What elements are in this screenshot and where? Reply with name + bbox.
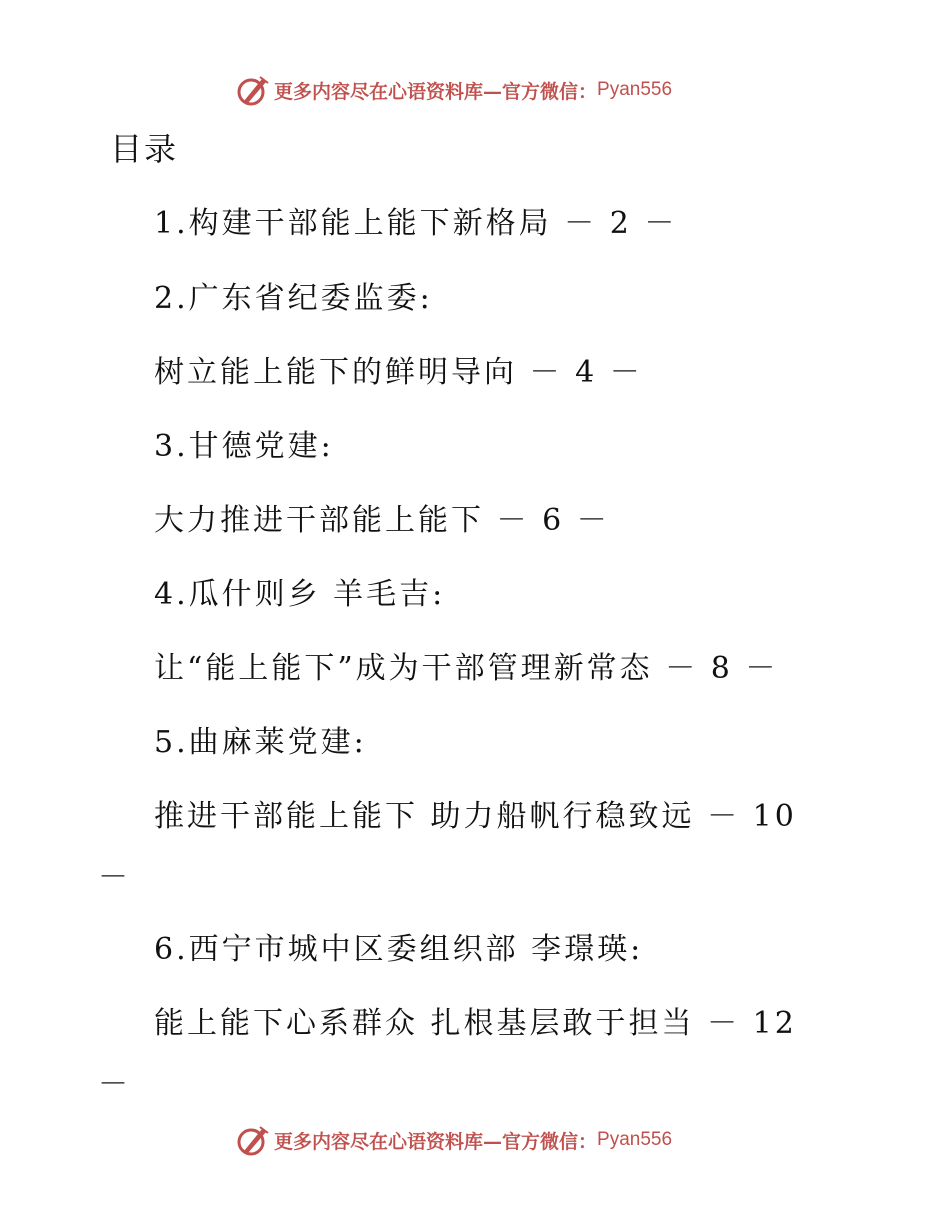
toc-entry-heading: 3.甘德党建: [154, 429, 334, 464]
toc-entry-heading: 5.曲麻莱党建: [154, 725, 367, 760]
toc-entry-2-subtitle[interactable] [154, 347, 643, 391]
toc-entry-1[interactable] [154, 198, 677, 242]
toc-entry-3-heading[interactable] [154, 421, 334, 465]
toc-entry-5-page-tail: － [98, 860, 128, 895]
toc-entry-subtitle: 能上能下心系群众 扎根基层敢于担当 [154, 1006, 695, 1041]
quill-pen-circle-icon [236, 1123, 270, 1157]
watermark-text: 更多内容尽在心语资料库—官方微信： [274, 80, 598, 103]
toc-entry-6-subtitle[interactable] [154, 998, 797, 1042]
toc-entry-page: － 4 － [529, 355, 643, 390]
toc-entry-page: － 2 － [564, 206, 678, 241]
quill-pen-circle-icon [236, 73, 270, 107]
toc-entry-heading: 2.广东省纪委监委: [154, 281, 433, 316]
toc-entry-page: － 6 － [496, 503, 610, 538]
toc-entry-subtitle: 让“能上能下”成为干部管理新常态 [154, 651, 653, 686]
toc-entry-subtitle: 推进干部能上能下 助力船帆行稳致远 [154, 799, 695, 834]
watermark-handle: Pyan556 [597, 1129, 673, 1150]
watermark-text: 更多内容尽在心语资料库—官方微信： [274, 1130, 598, 1153]
toc-entry-page: － 10 [707, 799, 797, 834]
header-watermark [236, 72, 672, 108]
toc-title: 目录 [110, 130, 179, 168]
toc-entry-subtitle: 树立能上能下的鲜明导向 [154, 355, 517, 390]
toc-entry-6-page-tail: － [98, 1067, 128, 1102]
footer-watermark [236, 1122, 672, 1158]
toc-entry-5-subtitle[interactable] [154, 791, 797, 835]
toc-entry-6-heading[interactable] [154, 924, 643, 968]
toc-entry-2-heading[interactable] [154, 273, 433, 317]
toc-entry-3-subtitle[interactable] [154, 495, 610, 539]
toc-entry-5-heading[interactable] [154, 717, 367, 761]
toc-entry-heading: 6.西宁市城中区委组织部 李璟瑛: [154, 932, 644, 967]
watermark-handle: Pyan556 [597, 79, 673, 100]
toc-entry-heading: 4.瓜什则乡 羊毛吉: [154, 577, 446, 612]
toc-entry-subtitle: 大力推进干部能上能下 [154, 503, 484, 538]
toc-entry-page: － 8 － [665, 651, 779, 686]
toc-entry-4-subtitle[interactable] [154, 643, 778, 687]
toc-entry-4-heading[interactable] [154, 569, 445, 613]
toc-entry-heading: 1.构建干部能上能下新格局 [154, 206, 552, 241]
toc-entry-page: － 12 [707, 1006, 797, 1041]
